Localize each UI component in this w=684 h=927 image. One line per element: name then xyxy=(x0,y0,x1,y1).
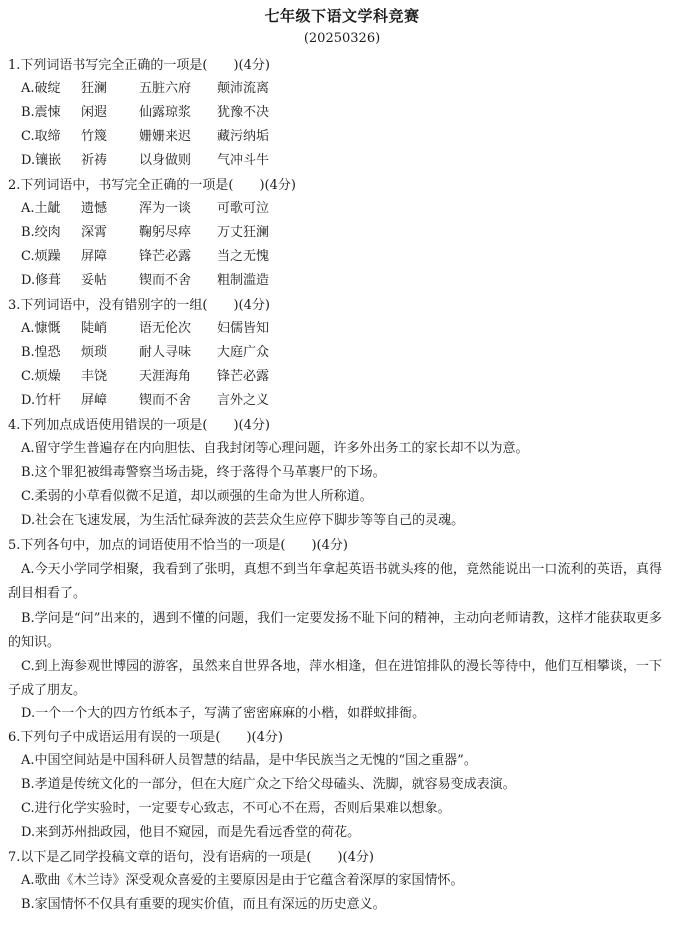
option-word: C.取缔 xyxy=(21,129,61,144)
option-word: 闲遐 xyxy=(81,105,108,120)
question-3-stem: 3.下列词语中，没有错别字的一组( )(4分) xyxy=(8,298,270,313)
question-3-option-b xyxy=(21,342,307,364)
question-7-stem: 7.以下是乙同学投稿文章的语句，没有语病的一项是( )(4分) xyxy=(8,850,374,865)
question-1-option-d xyxy=(21,150,307,172)
option-word: 万丈狂澜 xyxy=(217,225,270,240)
question-5-option-b: B.学问是“问”出来的，遇到不懂的问题，我们一定要发扬不耻下问的精神，主动向老师请教，这样才能获取更多的知识。 xyxy=(8,611,662,650)
question-1-option-a xyxy=(21,78,307,100)
option-word: 颠沛流离 xyxy=(217,81,270,96)
question-2-option-c xyxy=(21,246,307,268)
option-word: D.修葺 xyxy=(21,273,62,288)
question-5-option-c: C.到上海参观世博园的游客，虽然来自世界各地，萍水相逢，但在进馆排队的漫长等待中，他们互相攀谈，一下子成了朋友。 xyxy=(8,659,662,698)
option-word: 以身做则 xyxy=(139,153,192,168)
question-6-option-c: C.进行化学实验时，一定要专心致志，不可心不在焉，否则后果难以想象。 xyxy=(21,801,451,816)
option-word: 锋芒必露 xyxy=(217,369,270,384)
question-1-option-c xyxy=(21,126,307,148)
question-6-option-a: A.中国空间站是中国科研人员智慧的结晶，是中华民族当之无愧的“国之重器”。 xyxy=(21,753,477,768)
option-word: 当之无愧 xyxy=(217,249,270,264)
question-6-option-b: B.孝道是传统文化的一部分，但在大庭广众之下给父母磕头、洗脚，就容易变成表演。 xyxy=(21,777,516,792)
option-word: 竹篾 xyxy=(81,129,108,144)
question-1-option-b xyxy=(21,102,307,124)
option-word: 粗制滥造 xyxy=(217,273,270,288)
option-word: 可歌可泣 xyxy=(217,201,270,216)
exam-title: 七年级下语文学科竞赛 xyxy=(264,7,420,25)
question-4-stem: 4.下列加点成语使用错误的一项是( )(4分) xyxy=(8,418,270,433)
option-word: 言外之义 xyxy=(217,393,270,408)
option-word: 语无伦次 xyxy=(139,321,192,336)
question-3-option-d xyxy=(21,390,307,412)
question-5-stem: 5.下列各句中，加点的词语使用不恰当的一项是( )(4分) xyxy=(8,538,348,553)
question-2-stem: 2.下列词语中，书写完全正确的一项是( )(4分) xyxy=(8,178,296,193)
question-4-option-b: B.这个罪犯被缉毒警察当场击毙，终于落得个马革裹尸的下场。 xyxy=(21,465,386,480)
question-4-option-a: A.留守学生普遍存在内向胆怯、自我封闭等心理问题，许多外出务工的家长却不以为意。 xyxy=(21,441,529,456)
option-word: B.惶恐 xyxy=(21,345,61,360)
option-word: 妇儒皆知 xyxy=(217,321,270,336)
question-1-stem: 1.下列词语书写完全正确的一项是( )(4分) xyxy=(8,58,270,73)
option-word: 气冲斗牛 xyxy=(217,153,270,168)
option-word: 陡峭 xyxy=(81,321,108,336)
option-word: 烦琐 xyxy=(81,345,108,360)
option-word: 浑为一谈 xyxy=(139,201,192,216)
option-word: 天涯海角 xyxy=(139,369,192,384)
question-7-option-a: A.歌曲《木兰诗》深受观众喜爱的主要原因是由于它蕴含着深厚的家国情怀。 xyxy=(21,873,464,888)
option-word: C.烦躁 xyxy=(21,249,61,264)
option-word: 仙露琼浆 xyxy=(139,105,192,120)
question-2-option-d xyxy=(21,270,307,292)
question-3-option-c xyxy=(21,366,307,388)
option-word: 锋芒必露 xyxy=(139,249,192,264)
option-word: 深霄 xyxy=(81,225,108,240)
question-4-option-c: C.柔弱的小草看似微不足道，却以顽强的生命为世人所称道。 xyxy=(21,489,373,504)
option-word: 妥帖 xyxy=(81,273,108,288)
question-2-option-a xyxy=(21,198,307,220)
question-6-option-d: D.来到苏州拙政园，他目不窥园，而是先看远香堂的荷花。 xyxy=(21,825,361,840)
option-word: D.镶嵌 xyxy=(21,153,62,168)
option-word: B.绞肉 xyxy=(21,225,61,240)
option-word: 鞠躬尽瘁 xyxy=(139,225,192,240)
question-5-option-a: A.今天小学同学相聚，我看到了张明，真想不到当年拿起英语书就头疼的他，竟然能说出一口流利的英语，真得刮目相看了。 xyxy=(8,562,662,601)
option-word: 耐人寻味 xyxy=(139,345,192,360)
question-7-option-b: B.家国情怀不仅具有重要的现实价值，而且有深远的历史意义。 xyxy=(21,897,386,912)
option-word: 祈祷 xyxy=(81,153,108,168)
question-6-stem: 6.下列句子中成语运用有误的一项是( )(4分) xyxy=(8,730,283,745)
question-5-option-d: D.一个一个大的四方竹纸本子，写满了密密麻麻的小楷，如群蚁排衙。 xyxy=(21,706,426,721)
option-word: A.破绽 xyxy=(21,81,61,96)
option-word: 犹豫不决 xyxy=(217,105,270,120)
option-word: A.土龇 xyxy=(21,201,61,216)
option-word: 锲而不舍 xyxy=(139,273,192,288)
option-word: 狂澜 xyxy=(81,81,108,96)
question-3-option-a xyxy=(21,318,307,340)
option-word: A.慷慨 xyxy=(21,321,61,336)
option-word: 五脏六府 xyxy=(139,81,192,96)
question-4-option-d: D.社会在飞速发展，为生活忙碌奔波的芸芸众生应停下脚步等等自己的灵魂。 xyxy=(21,513,465,528)
option-word: 藏污纳垢 xyxy=(217,129,270,144)
option-word: 遗憾 xyxy=(81,201,108,216)
option-word: 丰饶 xyxy=(81,369,108,384)
option-word: B.震悚 xyxy=(21,105,61,120)
option-word: 大庭广众 xyxy=(217,345,270,360)
option-word: C.烦燥 xyxy=(21,369,61,384)
option-word: 锲而不舍 xyxy=(139,393,192,408)
option-word: D.竹杆 xyxy=(21,393,62,408)
option-word: 屏嶂 xyxy=(81,393,108,408)
option-word: 姗姗来迟 xyxy=(139,129,192,144)
option-word: 屏障 xyxy=(81,249,108,264)
exam-date: (20250326) xyxy=(303,31,381,46)
question-2-option-b xyxy=(21,222,307,244)
